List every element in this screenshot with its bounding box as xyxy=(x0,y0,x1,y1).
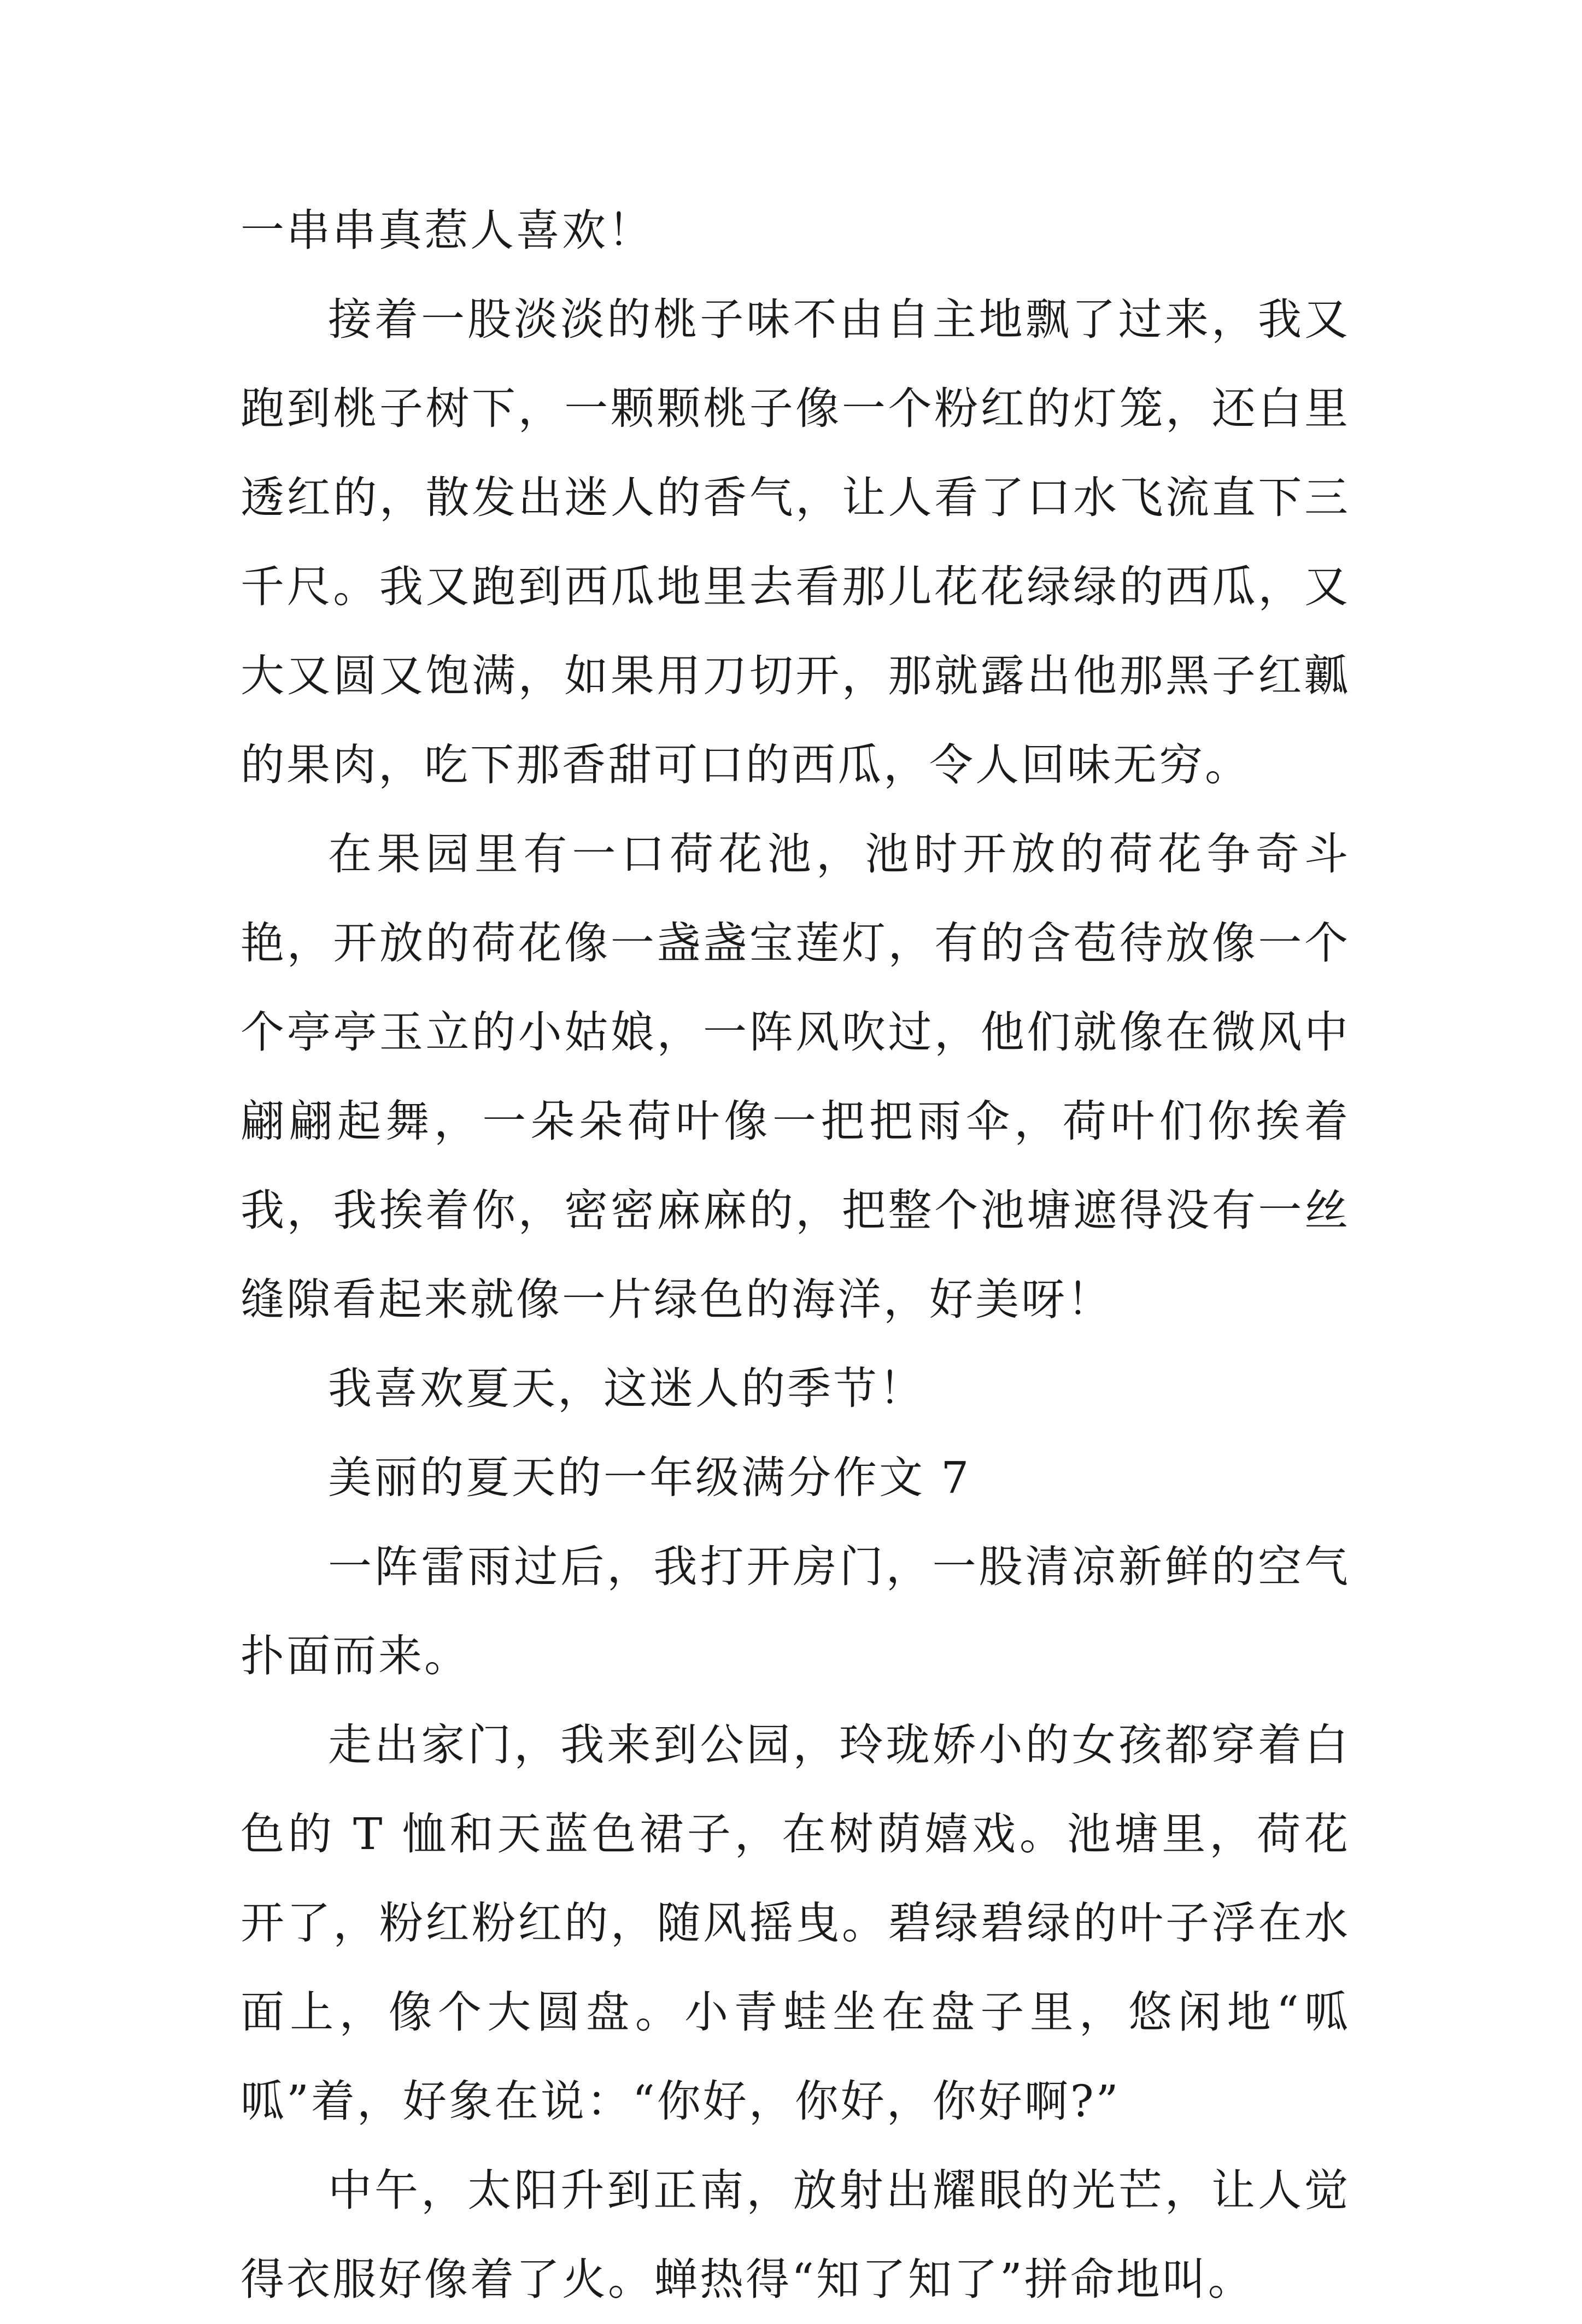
paragraph-4: 我喜欢夏天，这迷人的季节！ xyxy=(328,1363,925,1414)
paragraph-3: 在果园里有一口荷花池，池时开放的荷花争奇斗艳，开放的荷花像一盏盏宝莲灯，有的含苞待放像一个个亭亭玉立的小姑娘，一阵风吹过，他们就像在微风中翩翩起舞，一朵朵荷叶像一把把雨伞，荷叶们你挨着我，我挨着你，密密麻麻的，把整个池塘遮得没有一丝缝隙看起来就像一片绿色的海洋，好美呀！ xyxy=(241,829,1350,1325)
section-heading: 美丽的夏天的一年级满分作文 7 xyxy=(328,1452,971,1503)
paragraph-1: 一串串真惹人喜欢！ xyxy=(241,205,654,256)
document-body xyxy=(241,186,1350,2324)
paragraph-5: 一阵雷雨过后，我打开房门，一股清凉新鲜的空气扑面而来。 xyxy=(241,1541,1350,1681)
paragraph-6: 走出家门，我来到公园，玲珑娇小的女孩都穿着白色的 T 恤和天蓝色裙子，在树荫嬉戏。池塘里，荷花开了，粉红粉红的，随风摇曳。碧绿碧绿的叶子浮在水面上，像个大圆盘。小青蛙坐在盘子里，悠闲地“呱呱”着，好象在说：“你好，你好，你好啊?” xyxy=(241,1719,1350,2127)
paragraph-2: 接着一股淡淡的桃子味不由自主地飘了过来，我又跑到桃子树下，一颗颗桃子像一个粉红的灯笼，还白里透红的，散发出迷人的香气，让人看了口水飞流直下三千尺。我又跑到西瓜地里去看那儿花花绿绿的西瓜，又大又圆又饱满，如果用刀切开，那就露出他那黑子红瓤的果肉，吃下那香甜可口的西瓜，令人回味无穷。 xyxy=(241,294,1350,790)
paragraph-7: 中午，太阳升到正南，放射出耀眼的光芒，让人觉得衣服好像着了火。蝉热得“知了知了”拼命地叫。 xyxy=(241,2165,1350,2305)
